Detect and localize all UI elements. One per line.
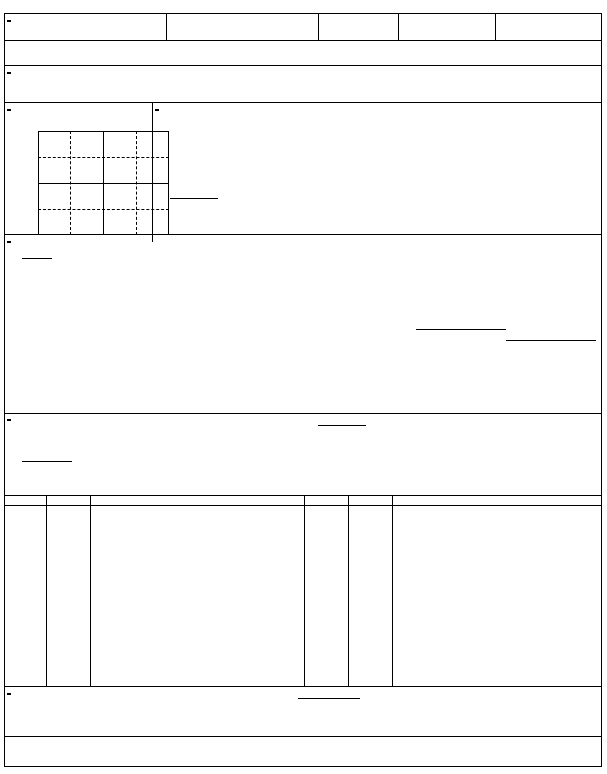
section-6-number	[7, 419, 11, 421]
section-4-number	[155, 109, 159, 111]
section-2-number	[7, 72, 11, 74]
section-3-number	[7, 109, 11, 111]
section-5-number	[7, 241, 11, 243]
section-7-number	[7, 693, 11, 695]
section-1-number	[7, 17, 11, 24]
form-frame	[4, 13, 602, 767]
